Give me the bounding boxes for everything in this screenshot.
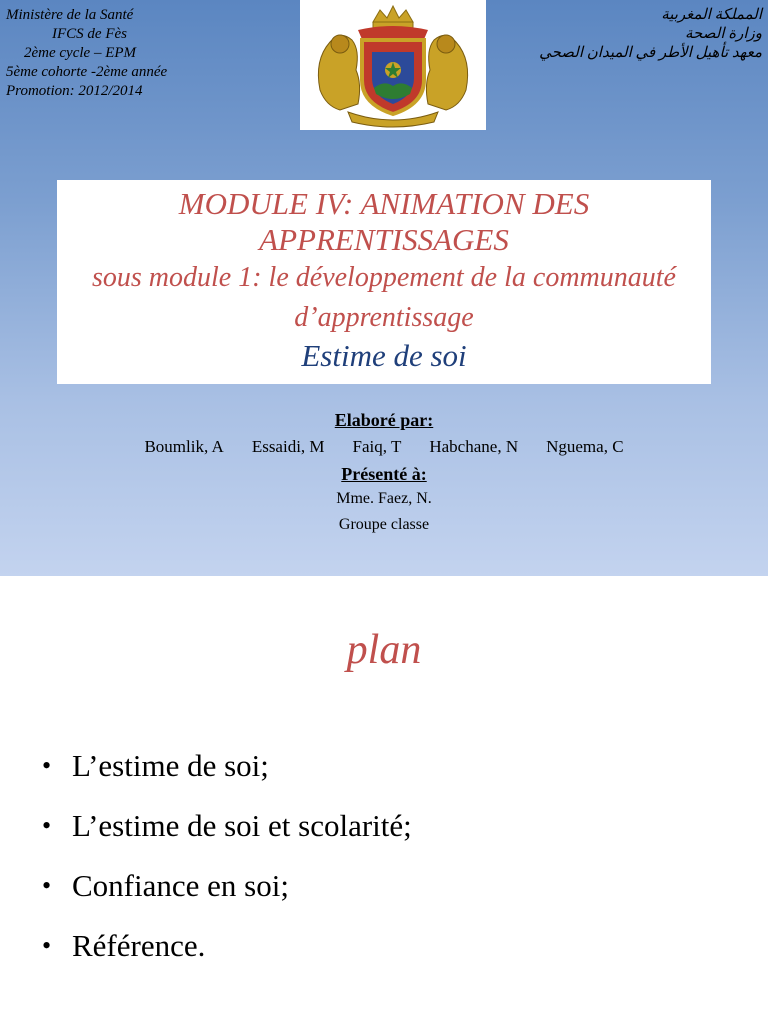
header-line: IFCS de Fès bbox=[52, 26, 127, 42]
header-line: Promotion: 2012/2014 bbox=[6, 83, 143, 99]
list-item: • L’estime de soi et scolarité; bbox=[42, 808, 412, 843]
list-item: • Confiance en soi; bbox=[42, 868, 289, 903]
emblem bbox=[300, 0, 486, 130]
author-name: Habchane, N bbox=[429, 437, 519, 456]
bullet-icon: • bbox=[42, 811, 52, 840]
list-item: • Référence. bbox=[42, 928, 206, 963]
presented-to-label: Présenté à: bbox=[341, 464, 427, 484]
moroccan-coat-of-arms-icon bbox=[300, 0, 486, 130]
plan-title: plan bbox=[346, 627, 422, 673]
audience: Groupe classe bbox=[338, 516, 430, 533]
header-line: Ministère de la Santé bbox=[6, 7, 134, 23]
bullet-icon: • bbox=[42, 751, 52, 780]
authors-list bbox=[0, 432, 768, 462]
author-name: Faiq, T bbox=[352, 437, 402, 456]
author-name: Nguema, C bbox=[546, 437, 624, 456]
prepared-by-label: Elaboré par: bbox=[334, 410, 434, 430]
header-line: وزارة الصحة bbox=[685, 26, 762, 42]
header-line: المملكة المغربية bbox=[661, 7, 762, 23]
presented-to-name: Mme. Faez, N. bbox=[336, 490, 432, 507]
plan-slide bbox=[0, 576, 768, 1024]
author-name: Boumlik, A bbox=[144, 437, 224, 456]
header-line: 2ème cycle – EPM bbox=[24, 45, 137, 61]
credits bbox=[0, 408, 768, 538]
header-line: 5ème cohorte -2ème année bbox=[6, 64, 168, 80]
author-name: Essaidi, M bbox=[251, 437, 325, 456]
title-box bbox=[57, 180, 711, 384]
ministry-header-fr bbox=[6, 6, 167, 101]
bullet-icon: • bbox=[42, 931, 52, 960]
ministry-header-ar bbox=[539, 6, 762, 63]
module-title: MODULE IV: ANIMATION DES APPRENTISSAGES bbox=[178, 186, 590, 257]
plan-list bbox=[42, 748, 412, 988]
submodule-title: sous module 1: le développement de la communauté d’apprentissage bbox=[92, 262, 676, 333]
bullet-icon: • bbox=[42, 871, 52, 900]
list-item: • L’estime de soi; bbox=[42, 748, 269, 783]
topic-title: Estime de soi bbox=[301, 338, 467, 373]
header-line: معهد تأهيل الأطر في الميدان الصحي bbox=[539, 45, 762, 61]
